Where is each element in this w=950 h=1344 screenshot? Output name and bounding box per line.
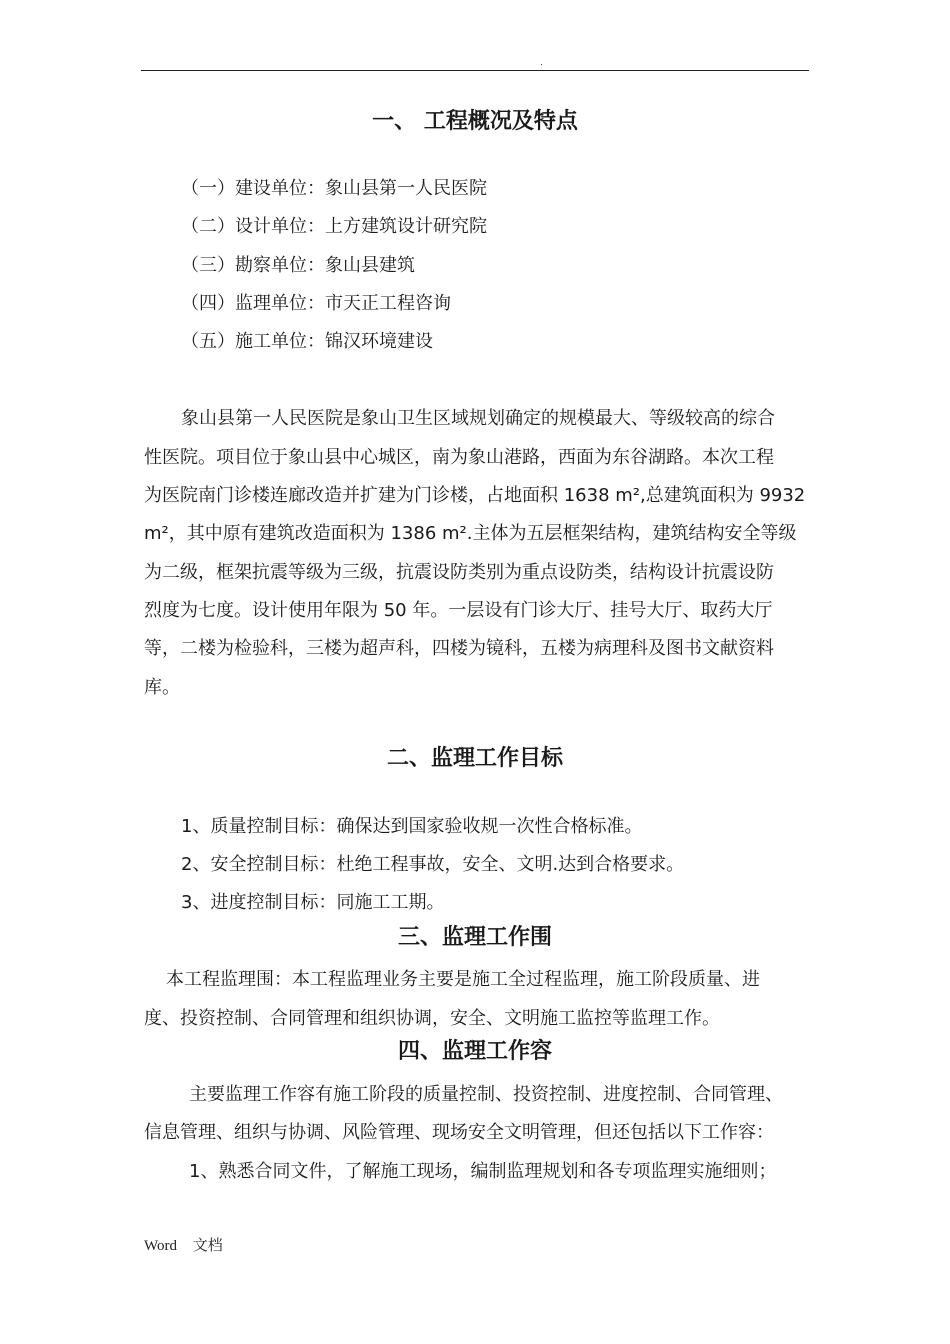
content-line: 主要监理工作容有施工阶段的质量控制、投资控制、进度控制、合同管理、 <box>189 1084 783 1105</box>
footer <box>144 1234 235 1255</box>
content-line: 信息管理、组织与协调、风险管理、现场安全文明管理，但还包括以下工作容： <box>144 1122 774 1143</box>
overview-paragraph-line: 等，二楼为检验科，三楼为超声科，四楼为镜科，五楼为病理科及图书文献资料 <box>144 638 774 659</box>
unit-line: （五）施工单位：锦汉环境建设 <box>181 331 433 352</box>
scope-line: 度、投资控制、合同管理和组织协调，安全、文明施工监控等监理工作。 <box>144 1008 720 1029</box>
scope-line: 本工程监理围：本工程监理业务主要是施工全过程监理，施工阶段质量、进 <box>166 969 760 990</box>
section-1-heading: 一、 工程概况及特点 <box>372 109 578 134</box>
overview-paragraph-line: 性医院。项目位于象山县中心城区，南为象山港路，西面为东谷湖路。本次工程 <box>144 447 774 468</box>
goal-item: 3、进度控制目标：同施工工期。 <box>181 892 445 913</box>
overview-paragraph-line: 象山县第一人民医院是象山卫生区域规划确定的规模最大、等级较高的综合 <box>181 408 775 429</box>
unit-line: （四）监理单位：市天正工程咨询 <box>181 293 451 314</box>
unit-line: （三）勘察单位：象山县建筑 <box>181 255 415 276</box>
unit-line: （一）建设单位：象山县第一人民医院 <box>181 178 487 199</box>
goal-item: 1、质量控制目标：确保达到国家验收规一次性合格标准。 <box>181 816 643 837</box>
overview-paragraph-line: 烈度为七度。设计使用年限为 50 年。一层设有门诊大厅、挂号大厅、取药大厅 <box>144 600 773 621</box>
overview-paragraph-line: 为医院南门诊楼连廊改造并扩建为门诊楼，占地面积 1638 m²,总建筑面积为 9932 <box>144 485 806 506</box>
unit-line: （二）设计单位：上方建筑设计研究院 <box>181 216 487 237</box>
header-rule <box>141 70 809 71</box>
overview-paragraph-line: 库。 <box>144 677 180 698</box>
goal-item: 2、安全控制目标：杜绝工程事故，安全、文明.达到合格要求。 <box>181 854 685 875</box>
overview-paragraph-line: 为二级，框架抗震等级为三级，抗震设防类别为重点设防类，结构设计抗震设防 <box>144 562 774 583</box>
section-3-heading: 三、监理工作围 <box>397 925 552 950</box>
section-2-heading: 二、监理工作目标 <box>386 746 563 771</box>
footer-word: Word <box>144 1238 177 1254</box>
footer-doc: 文档 <box>192 1238 223 1254</box>
content-line: 1、熟悉合同文件，了解施工现场，编制监理规划和各专项监理实施细则； <box>189 1161 777 1182</box>
header-dot: . <box>540 58 543 68</box>
overview-paragraph-line: m²，其中原有建筑改造面积为 1386 m².主体为五层框架结构，建筑结构安全等级 <box>144 523 797 544</box>
section-4-heading: 四、监理工作容 <box>397 1039 552 1064</box>
